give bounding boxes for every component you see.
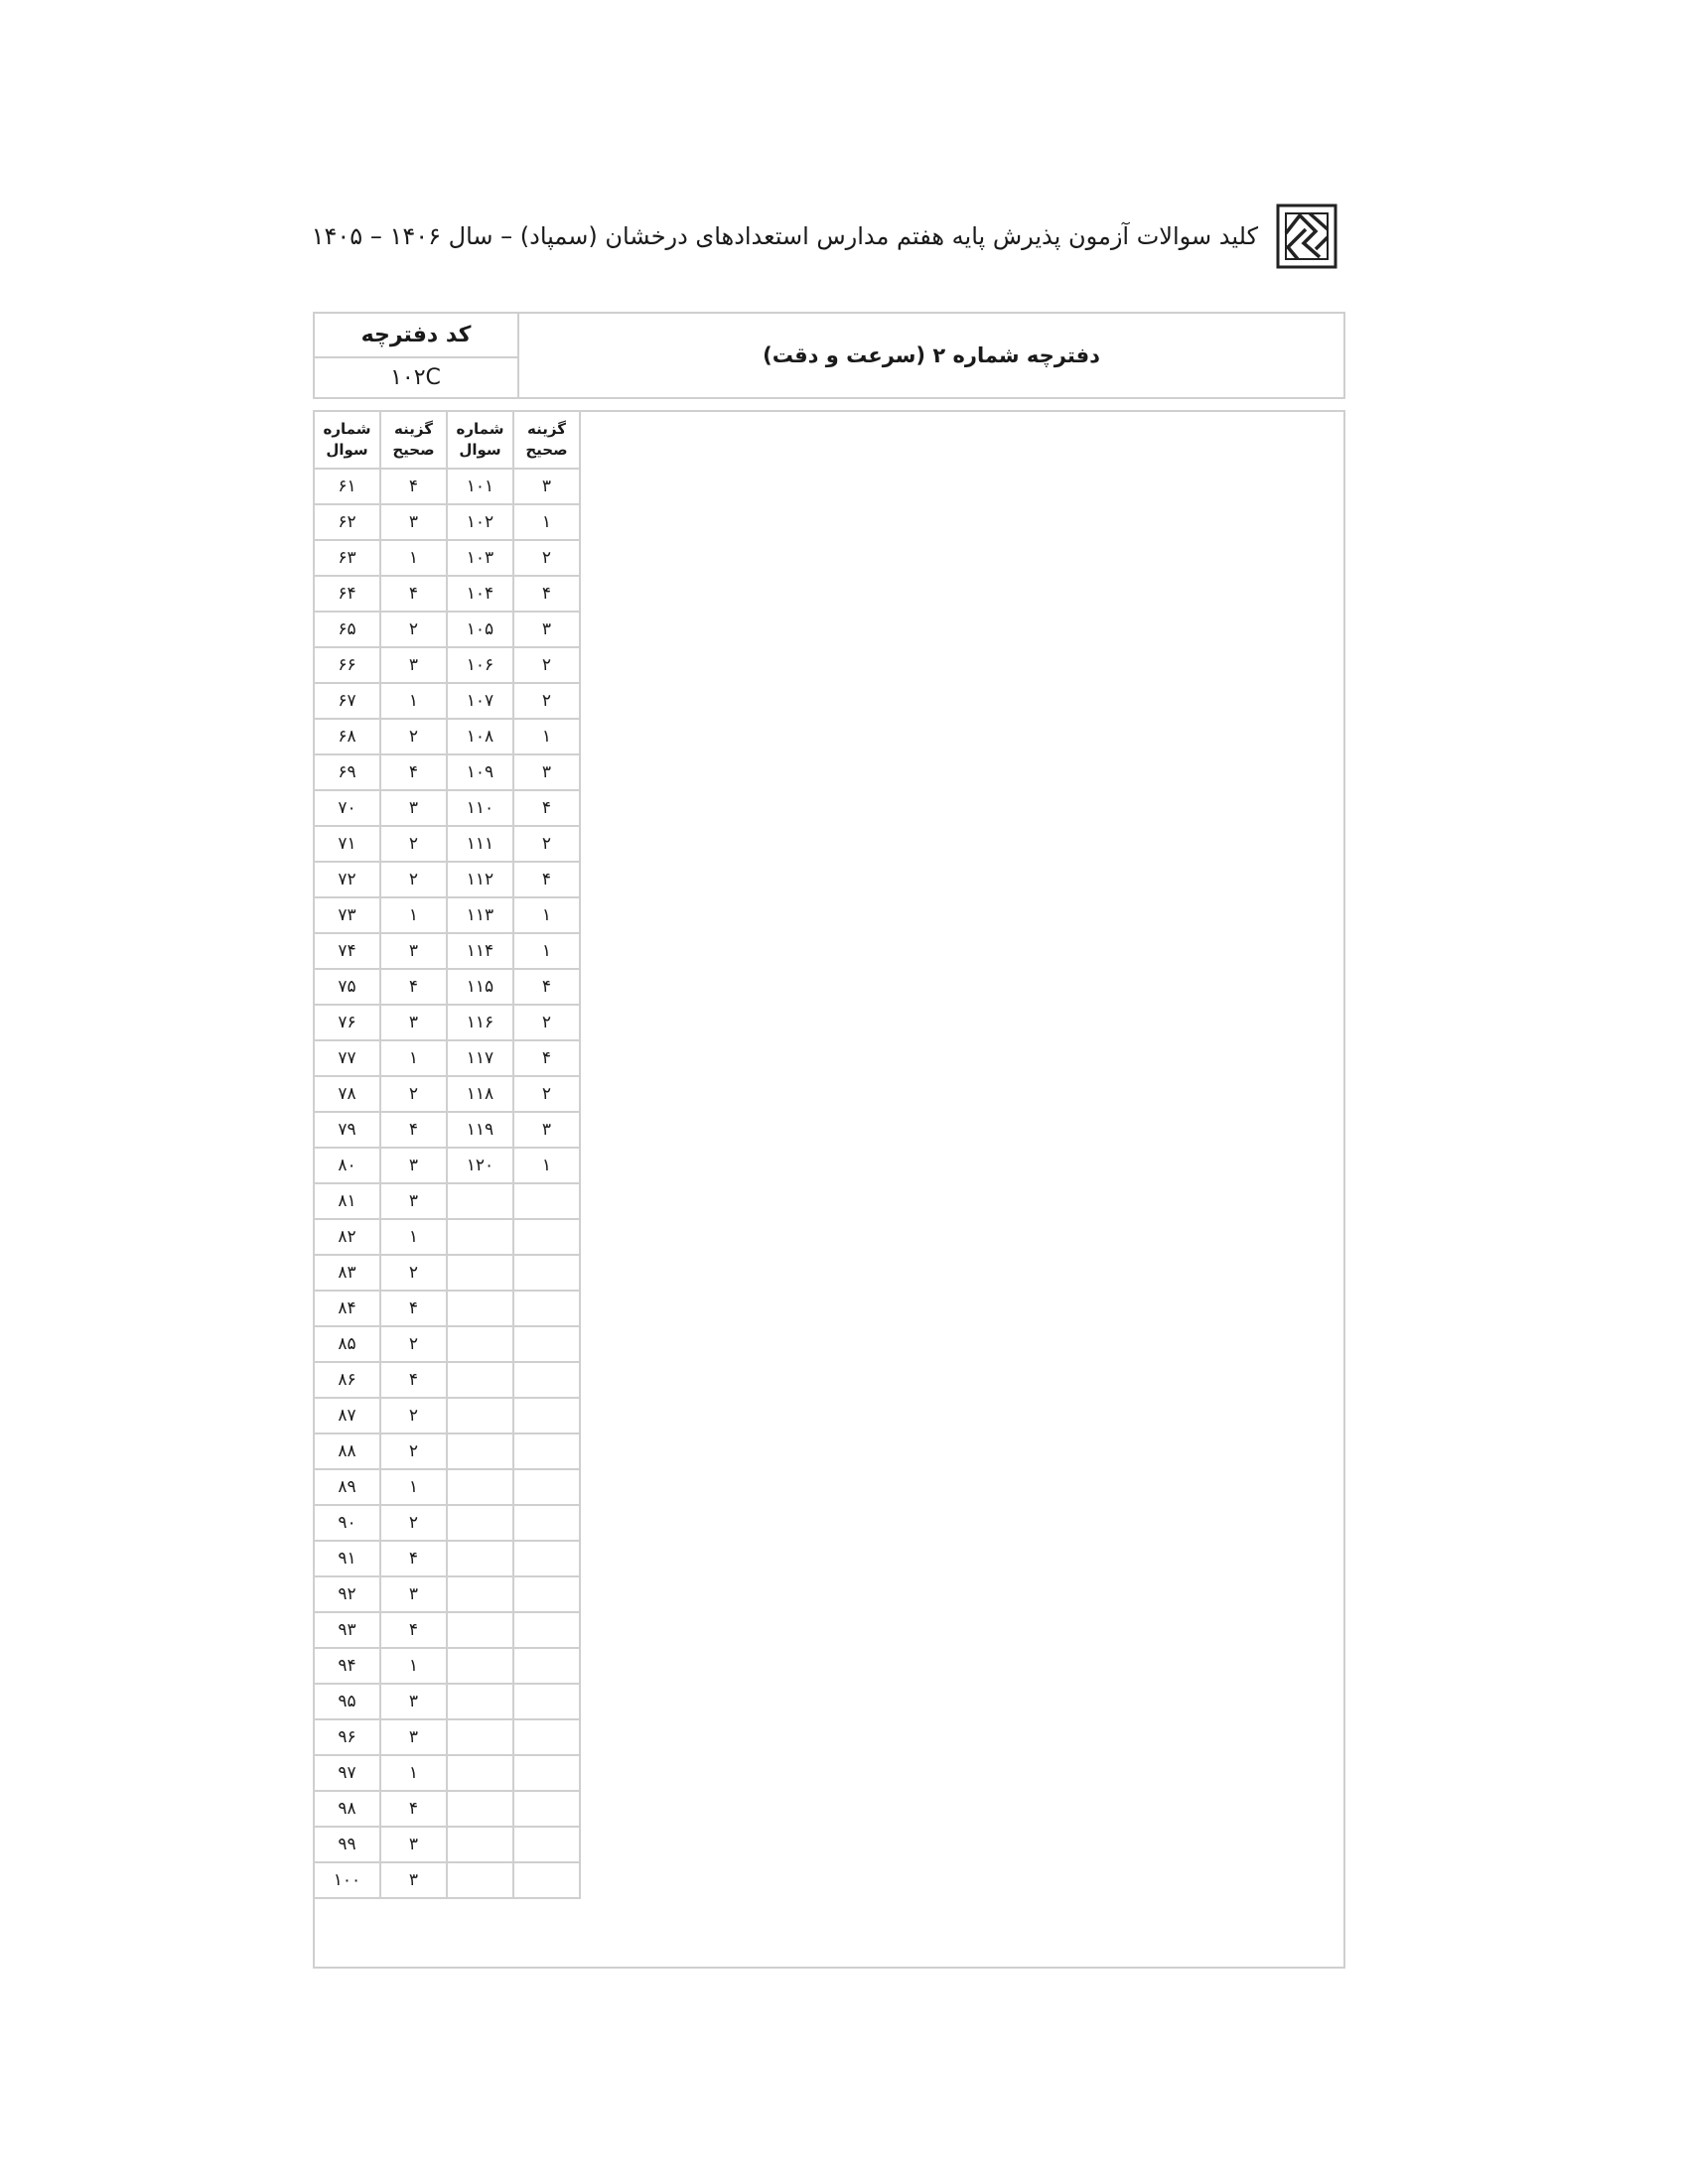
question-number-cell: ۸۲ (315, 1219, 380, 1255)
question-number-cell: ۱۱۲ (447, 862, 513, 897)
question-number-cell (447, 1505, 513, 1541)
question-number-cell: ۷۵ (315, 969, 380, 1005)
table-row (315, 1684, 580, 1719)
booklet-info-box (313, 312, 1345, 399)
correct-option-cell: ۲ (380, 719, 447, 754)
question-number-cell: ۷۸ (315, 1076, 380, 1112)
question-number-cell: ۹۱ (315, 1541, 380, 1576)
correct-option-cell: ۴ (513, 576, 580, 612)
question-number-cell: ۱۰۴ (447, 576, 513, 612)
table-row (315, 647, 580, 683)
correct-option-cell (513, 1433, 580, 1469)
correct-option-cell (513, 1755, 580, 1791)
correct-option-cell: ۳ (380, 933, 447, 969)
correct-option-cell: ۴ (380, 754, 447, 790)
header-question-number: شماره سوال (315, 412, 380, 469)
question-number-cell: ۷۲ (315, 862, 380, 897)
question-number-cell: ۹۰ (315, 1505, 380, 1541)
question-number-cell (447, 1755, 513, 1791)
correct-option-cell: ۳ (380, 647, 447, 683)
question-number-cell: ۱۱۶ (447, 1005, 513, 1040)
correct-option-cell (513, 1505, 580, 1541)
correct-option-cell: ۳ (380, 1719, 447, 1755)
correct-option-cell (513, 1398, 580, 1433)
correct-option-cell: ۴ (380, 1541, 447, 1576)
correct-option-cell: ۳ (380, 1005, 447, 1040)
correct-option-cell: ۲ (380, 1255, 447, 1291)
correct-option-cell: ۱ (380, 1040, 447, 1076)
correct-option-cell: ۲ (380, 1433, 447, 1469)
table-row (315, 1541, 580, 1576)
table-row (315, 1755, 580, 1791)
correct-option-cell (513, 1326, 580, 1362)
question-number-cell: ۶۱ (315, 469, 380, 504)
question-number-cell (447, 1255, 513, 1291)
answer-key-body (315, 469, 580, 1898)
question-number-cell: ۱۰۶ (447, 647, 513, 683)
correct-option-cell: ۲ (380, 1398, 447, 1433)
question-number-cell: ۷۱ (315, 826, 380, 862)
correct-option-cell: ۱ (380, 897, 447, 933)
table-row (315, 1505, 580, 1541)
correct-option-cell (513, 1291, 580, 1326)
question-number-cell: ۷۷ (315, 1040, 380, 1076)
question-number-cell: ۸۱ (315, 1183, 380, 1219)
correct-option-cell: ۲ (513, 1076, 580, 1112)
correct-option-cell: ۳ (380, 1183, 447, 1219)
header-correct-option: گزینه صحیح (380, 412, 447, 469)
header-question-number: شماره سوال (447, 412, 513, 469)
table-row (315, 1862, 580, 1898)
correct-option-cell: ۱ (513, 1148, 580, 1183)
correct-option-cell (513, 1362, 580, 1398)
question-number-cell (447, 1433, 513, 1469)
question-number-cell: ۶۸ (315, 719, 380, 754)
question-number-cell: ۸۷ (315, 1398, 380, 1433)
correct-option-cell: ۱ (380, 1648, 447, 1684)
correct-option-cell: ۱ (380, 540, 447, 576)
correct-option-cell: ۲ (513, 1005, 580, 1040)
correct-option-cell: ۴ (513, 1040, 580, 1076)
correct-option-cell: ۲ (380, 826, 447, 862)
question-number-cell: ۱۰۷ (447, 683, 513, 719)
correct-option-cell: ۳ (380, 1684, 447, 1719)
table-row (315, 540, 580, 576)
table-row (315, 504, 580, 540)
question-number-cell (447, 1183, 513, 1219)
correct-option-cell: ۲ (380, 1076, 447, 1112)
correct-option-cell: ۲ (380, 1326, 447, 1362)
correct-option-cell: ۲ (513, 826, 580, 862)
sampad-logo-icon (1276, 204, 1337, 269)
question-number-cell: ۸۴ (315, 1291, 380, 1326)
table-row (315, 1255, 580, 1291)
question-number-cell (447, 1326, 513, 1362)
question-number-cell: ۶۷ (315, 683, 380, 719)
question-number-cell (447, 1684, 513, 1719)
table-row (315, 1148, 580, 1183)
page-header (311, 204, 1337, 269)
question-number-cell: ۹۴ (315, 1648, 380, 1684)
question-number-cell: ۱۰۰ (315, 1862, 380, 1898)
table-row (315, 612, 580, 647)
correct-option-cell: ۳ (380, 1827, 447, 1862)
correct-option-cell: ۴ (380, 1791, 447, 1827)
question-number-cell: ۸۶ (315, 1362, 380, 1398)
correct-option-cell: ۴ (380, 576, 447, 612)
correct-option-cell (513, 1862, 580, 1898)
question-number-cell: ۱۰۸ (447, 719, 513, 754)
table-row (315, 897, 580, 933)
correct-option-cell (513, 1684, 580, 1719)
correct-option-cell (513, 1183, 580, 1219)
question-number-cell: ۸۳ (315, 1255, 380, 1291)
question-number-cell: ۹۵ (315, 1684, 380, 1719)
correct-option-cell: ۱ (380, 1219, 447, 1255)
question-number-cell: ۱۱۳ (447, 897, 513, 933)
question-number-cell: ۹۸ (315, 1791, 380, 1827)
table-row (315, 790, 580, 826)
question-number-cell: ۷۴ (315, 933, 380, 969)
question-number-cell: ۶۵ (315, 612, 380, 647)
correct-option-cell (513, 1219, 580, 1255)
question-number-cell: ۶۳ (315, 540, 380, 576)
correct-option-cell: ۳ (513, 469, 580, 504)
question-number-cell: ۸۰ (315, 1148, 380, 1183)
table-row (315, 1219, 580, 1255)
question-number-cell: ۹۹ (315, 1827, 380, 1862)
question-number-cell: ۱۰۵ (447, 612, 513, 647)
table-header-row (315, 412, 580, 469)
correct-option-cell: ۲ (513, 540, 580, 576)
correct-option-cell: ۴ (380, 1362, 447, 1398)
question-number-cell: ۸۹ (315, 1469, 380, 1505)
table-row (315, 826, 580, 862)
table-row (315, 754, 580, 790)
question-number-cell (447, 1719, 513, 1755)
correct-option-cell (513, 1576, 580, 1612)
question-number-cell (447, 1576, 513, 1612)
question-number-cell (447, 1648, 513, 1684)
question-number-cell: ۱۰۱ (447, 469, 513, 504)
question-number-cell: ۶۹ (315, 754, 380, 790)
table-row (315, 683, 580, 719)
table-row (315, 1040, 580, 1076)
correct-option-cell: ۴ (380, 1112, 447, 1148)
question-number-cell: ۱۱۱ (447, 826, 513, 862)
question-number-cell: ۹۷ (315, 1755, 380, 1791)
table-row (315, 1291, 580, 1326)
correct-option-cell: ۳ (380, 790, 447, 826)
correct-option-cell: ۱ (380, 1755, 447, 1791)
table-row (315, 1576, 580, 1612)
correct-option-cell: ۴ (380, 969, 447, 1005)
question-number-cell (447, 1791, 513, 1827)
question-number-cell: ۷۹ (315, 1112, 380, 1148)
table-row (315, 1005, 580, 1040)
question-number-cell: ۱۰۳ (447, 540, 513, 576)
question-number-cell: ۱۱۰ (447, 790, 513, 826)
question-number-cell: ۱۱۴ (447, 933, 513, 969)
table-row (315, 1791, 580, 1827)
table-row (315, 933, 580, 969)
correct-option-cell (513, 1648, 580, 1684)
correct-option-cell: ۱ (513, 897, 580, 933)
question-number-cell: ۱۱۷ (447, 1040, 513, 1076)
question-number-cell: ۶۶ (315, 647, 380, 683)
question-number-cell (447, 1541, 513, 1576)
correct-option-cell: ۱ (513, 719, 580, 754)
question-number-cell: ۶۲ (315, 504, 380, 540)
question-number-cell: ۸۸ (315, 1433, 380, 1469)
table-row (315, 576, 580, 612)
table-row (315, 469, 580, 504)
correct-option-cell: ۳ (380, 504, 447, 540)
question-number-cell (447, 1291, 513, 1326)
correct-option-cell: ۳ (380, 1862, 447, 1898)
table-row (315, 1076, 580, 1112)
question-number-cell: ۷۶ (315, 1005, 380, 1040)
question-number-cell (447, 1362, 513, 1398)
correct-option-cell: ۲ (513, 683, 580, 719)
question-number-cell: ۱۰۹ (447, 754, 513, 790)
header-correct-option: گزینه صحیح (513, 412, 580, 469)
page-title: کلید سوالات آزمون پذیرش پایه هفتم مدارس استعدادهای درخشان (سمپاد) – سال ۱۴۰۶ – ۱۴۰۵ (311, 222, 1258, 250)
table-row (315, 1719, 580, 1755)
question-number-cell: ۹۶ (315, 1719, 380, 1755)
correct-option-cell: ۱ (513, 504, 580, 540)
question-number-cell (447, 1612, 513, 1648)
table-row (315, 719, 580, 754)
table-row (315, 1183, 580, 1219)
correct-option-cell: ۴ (513, 969, 580, 1005)
correct-option-cell: ۳ (513, 754, 580, 790)
booklet-code-box (315, 314, 519, 397)
table-row (315, 1433, 580, 1469)
question-number-cell: ۹۳ (315, 1612, 380, 1648)
correct-option-cell: ۳ (380, 1576, 447, 1612)
correct-option-cell (513, 1791, 580, 1827)
table-row (315, 1326, 580, 1362)
answer-key-box (313, 410, 1345, 1969)
correct-option-cell (513, 1719, 580, 1755)
correct-option-cell: ۱ (380, 1469, 447, 1505)
correct-option-cell: ۳ (380, 1148, 447, 1183)
answer-key-table (315, 412, 581, 1899)
booklet-title: دفترچه شماره ۲ (سرعت و دقت) (763, 343, 1100, 367)
booklet-code-value: ۱۰۲C (390, 365, 442, 390)
question-number-cell: ۹۲ (315, 1576, 380, 1612)
table-row (315, 1112, 580, 1148)
question-number-cell: ۱۱۹ (447, 1112, 513, 1148)
table-row (315, 862, 580, 897)
table-row (315, 1469, 580, 1505)
question-number-cell (447, 1862, 513, 1898)
question-number-cell (447, 1219, 513, 1255)
correct-option-cell: ۴ (513, 862, 580, 897)
correct-option-cell (513, 1827, 580, 1862)
correct-option-cell: ۲ (380, 612, 447, 647)
question-number-cell (447, 1827, 513, 1862)
question-number-cell (447, 1469, 513, 1505)
question-number-cell: ۶۴ (315, 576, 380, 612)
question-number-cell: ۱۰۲ (447, 504, 513, 540)
correct-option-cell (513, 1541, 580, 1576)
correct-option-cell (513, 1255, 580, 1291)
booklet-code-label: کد دفترچه (315, 314, 517, 358)
question-number-cell: ۷۳ (315, 897, 380, 933)
table-row (315, 1827, 580, 1862)
correct-option-cell: ۱ (380, 683, 447, 719)
table-row (315, 1398, 580, 1433)
correct-option-cell (513, 1612, 580, 1648)
correct-option-cell: ۱ (513, 933, 580, 969)
correct-option-cell: ۲ (380, 862, 447, 897)
correct-option-cell: ۴ (380, 469, 447, 504)
question-number-cell: ۸۵ (315, 1326, 380, 1362)
question-number-cell: ۱۱۵ (447, 969, 513, 1005)
correct-option-cell: ۲ (513, 647, 580, 683)
correct-option-cell (513, 1469, 580, 1505)
table-row (315, 1362, 580, 1398)
table-row (315, 1648, 580, 1684)
question-number-cell (447, 1398, 513, 1433)
question-number-cell: ۱۱۸ (447, 1076, 513, 1112)
table-row (315, 969, 580, 1005)
correct-option-cell: ۴ (513, 790, 580, 826)
correct-option-cell: ۳ (513, 1112, 580, 1148)
question-number-cell: ۱۲۰ (447, 1148, 513, 1183)
correct-option-cell: ۲ (380, 1505, 447, 1541)
correct-option-cell: ۴ (380, 1291, 447, 1326)
table-row (315, 1612, 580, 1648)
correct-option-cell: ۳ (513, 612, 580, 647)
question-number-cell: ۷۰ (315, 790, 380, 826)
correct-option-cell: ۴ (380, 1612, 447, 1648)
